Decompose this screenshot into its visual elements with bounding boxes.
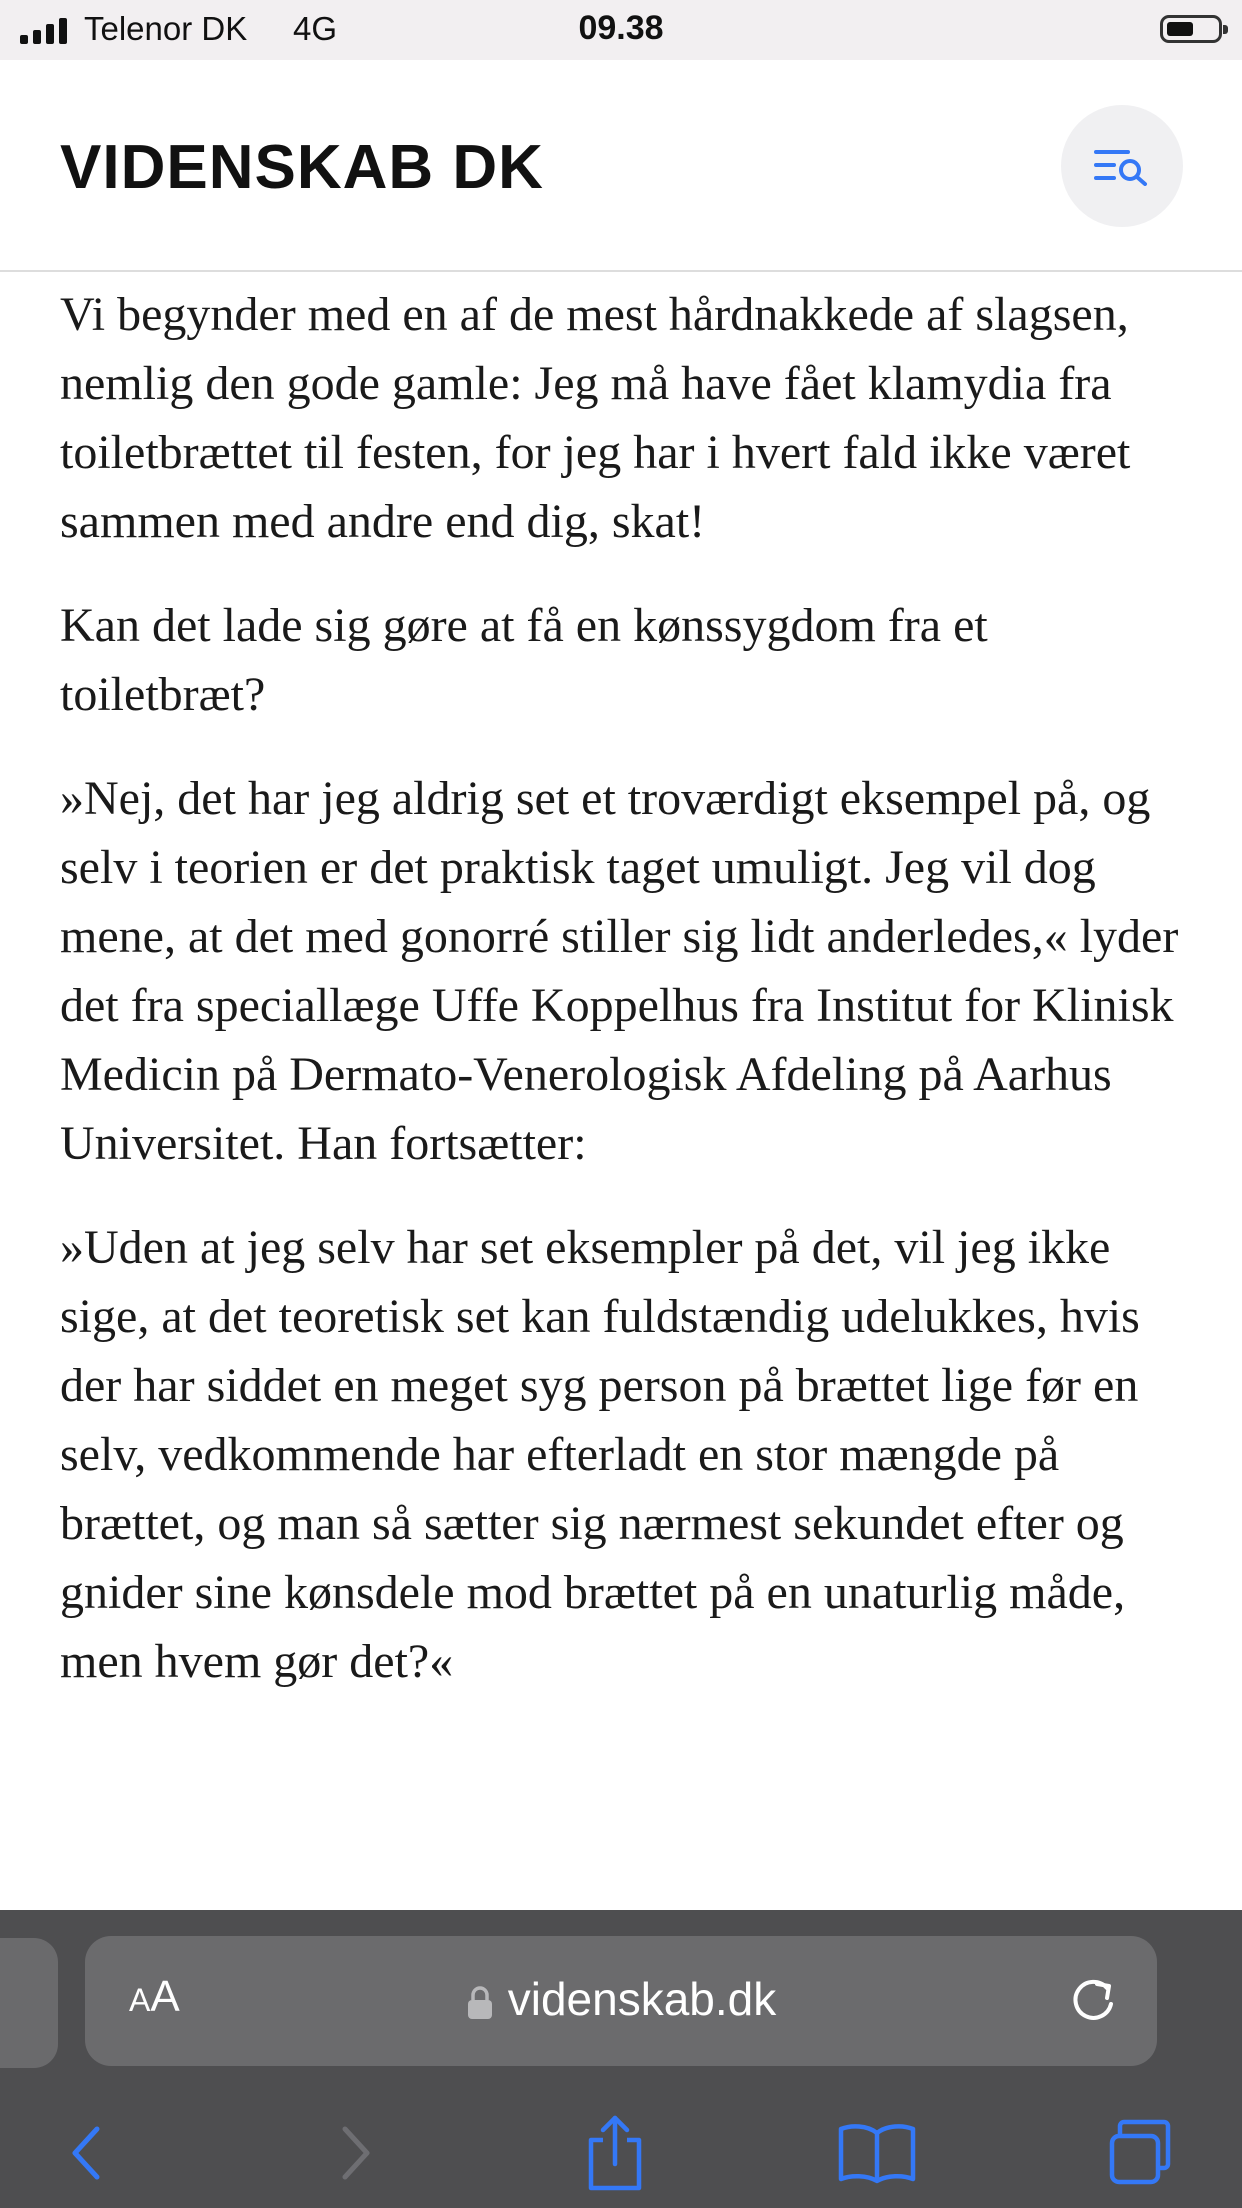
tabs-button[interactable]	[1096, 2108, 1186, 2198]
reload-button[interactable]	[1067, 1974, 1119, 2031]
share-icon	[583, 2114, 647, 2192]
videnskab-logo[interactable]: VIDENSKAB DK	[60, 133, 544, 202]
status-time: 09.38	[578, 9, 664, 47]
site-header	[0, 60, 1242, 272]
tabs-icon	[1106, 2118, 1176, 2188]
previous-tab-peek[interactable]	[0, 1938, 58, 2068]
menu-search-icon	[1094, 146, 1150, 186]
article-paragraph: Kan det lade sig gøre at få en kønssygdom fra et toiletbræt?	[60, 599, 988, 721]
menu-search-button[interactable]	[1061, 105, 1183, 227]
status-bar	[0, 0, 1242, 60]
back-button[interactable]	[42, 2108, 132, 2198]
article-body	[60, 280, 1190, 1731]
reload-icon	[1067, 1974, 1119, 2026]
browser-bottom-bar	[0, 1910, 1242, 2208]
back-icon	[67, 2123, 107, 2183]
battery-icon	[1160, 15, 1222, 43]
network-type: 4G	[293, 10, 338, 47]
url-field[interactable]	[85, 1972, 1157, 2026]
forward-button[interactable]	[310, 2108, 400, 2198]
bookmarks-icon	[837, 2121, 917, 2185]
carrier-name: Telenor DK	[84, 10, 248, 47]
article-paragraph: Vi begynder med en af de mest hårdnakkede af slagsen, nemlig den gode gamle: Jeg må have fået klamydia fra toiletbrættet til festen, for jeg har i hvert fald ikke været sammen med andre end dig, skat!	[60, 288, 1131, 548]
article-paragraph: »Nej, det har jeg aldrig set et troværdigt eksempel på, og selv i teorien er det praktisk taget umuligt. Jeg vil dog mene, at det med gonorré stiller sig lidt anderledes,« lyder det fra speciallæge Uffe Koppelhus fra Institut for Klinisk Medicin på Dermato-Venerologisk Afdeling på Aarhus Universitet. Han fortsætter:	[60, 772, 1179, 1170]
forward-icon	[335, 2123, 375, 2183]
bookmarks-button[interactable]	[832, 2108, 922, 2198]
share-button[interactable]	[570, 2108, 660, 2198]
reader-options-button[interactable]: AA	[129, 1972, 180, 2021]
lock-icon	[466, 1985, 494, 2021]
article-paragraph: »Uden at jeg selv har set eksempler på det, vil jeg ikke sige, at det teoretisk set kan fuldstændig udelukkes, hvis der har siddet en meget syg person på brættet lige før en selv, vedkommende har efterladt en stor mængde på brættet, og man så sætter sig nærmest sekundet efter og gnider sine kønsdele mod brættet på en unaturlig måde, men hvem gør det?«	[60, 1221, 1140, 1688]
url-text: videnskab.dk	[507, 1973, 777, 2025]
address-bar[interactable]	[85, 1936, 1157, 2066]
browser-toolbar	[0, 2100, 1242, 2208]
